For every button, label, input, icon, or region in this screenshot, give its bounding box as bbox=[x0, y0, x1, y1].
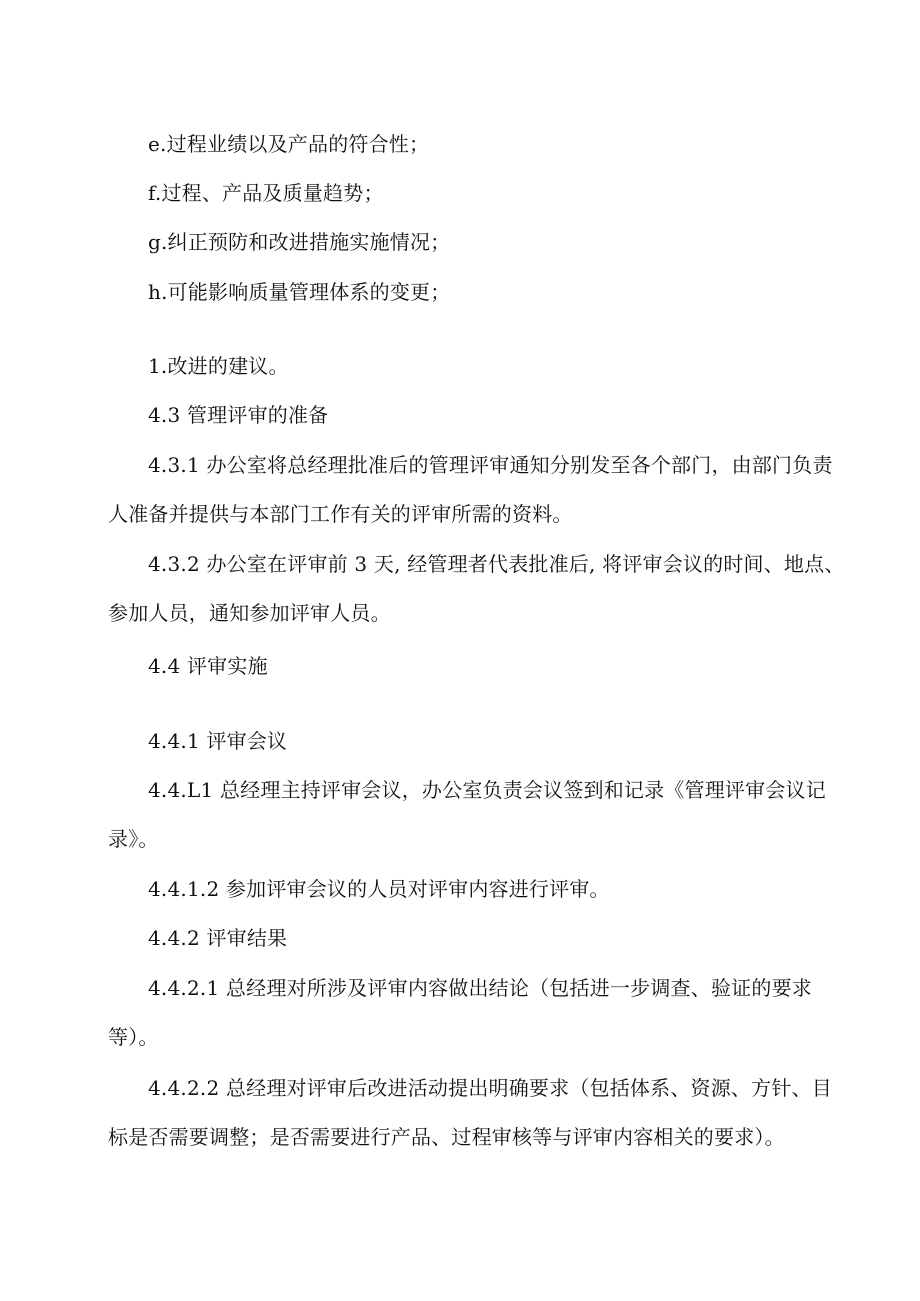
subsection-heading-4-4-1: 4.4.1 评审会议 bbox=[148, 729, 288, 753]
subsection-heading-4-4-2: 4.4.2 评审结果 bbox=[148, 926, 288, 950]
list-item-e: e.过程业绩以及产品的符合性； bbox=[148, 132, 430, 156]
paragraph-4-4-1-1-line-2: 录》。 bbox=[108, 827, 159, 851]
paragraph-4-4-2-2-line-2: 标是否需要调整；是否需要进行产品、过程审核等与评审内容相关的要求）。 bbox=[108, 1125, 785, 1149]
paragraph-4-4-2-1-line-2: 等）。 bbox=[108, 1025, 159, 1049]
paragraph-4-4-2-1-line-1: 4.4.2.1 总经理对所涉及评审内容做出结论（包括进一步调查、验证的要求 bbox=[148, 976, 812, 1000]
list-item-g: g.纠正预防和改进措施实施情况； bbox=[148, 230, 451, 254]
paragraph-4-4-2-2-line-1: 4.4.2.2 总经理对评审后改进活动提出明确要求（包括体系、资源、方针、目 bbox=[148, 1076, 832, 1100]
section-heading-4-3: 4.3 管理评审的准备 bbox=[148, 403, 329, 427]
list-item-h: h.可能影响质量管理体系的变更； bbox=[148, 280, 451, 304]
paragraph-4-4-1-2: 4.4.1.2 参加评审会议的人员对评审内容进行评审。 bbox=[148, 877, 610, 901]
list-item-f: f.过程、产品及质量趋势； bbox=[148, 181, 384, 205]
paragraph-4-4-1-1-line-1: 4.4.L1 总经理主持评审会议，办公室负责会议签到和记录《管理评审会议记 bbox=[148, 778, 826, 802]
paragraph-4-3-2-line-2: 参加人员，通知参加评审人员。 bbox=[108, 601, 391, 625]
paragraph-4-3-1-line-1: 4.3.1 办公室将总经理批准后的管理评审通知分别发至各个部门，由部门负责 bbox=[148, 453, 833, 477]
paragraph-4-3-2-line-1: 4.3.2 办公室在评审前 3 天, 经管理者代表批准后, 将评审会议的时间、地点、 bbox=[148, 552, 845, 576]
list-item-1: 1.改进的建议。 bbox=[148, 354, 289, 378]
section-heading-4-4: 4.4 评审实施 bbox=[148, 654, 268, 678]
paragraph-4-3-1-line-2: 人准备并提供与本部门工作有关的评审所需的资料。 bbox=[108, 502, 573, 526]
